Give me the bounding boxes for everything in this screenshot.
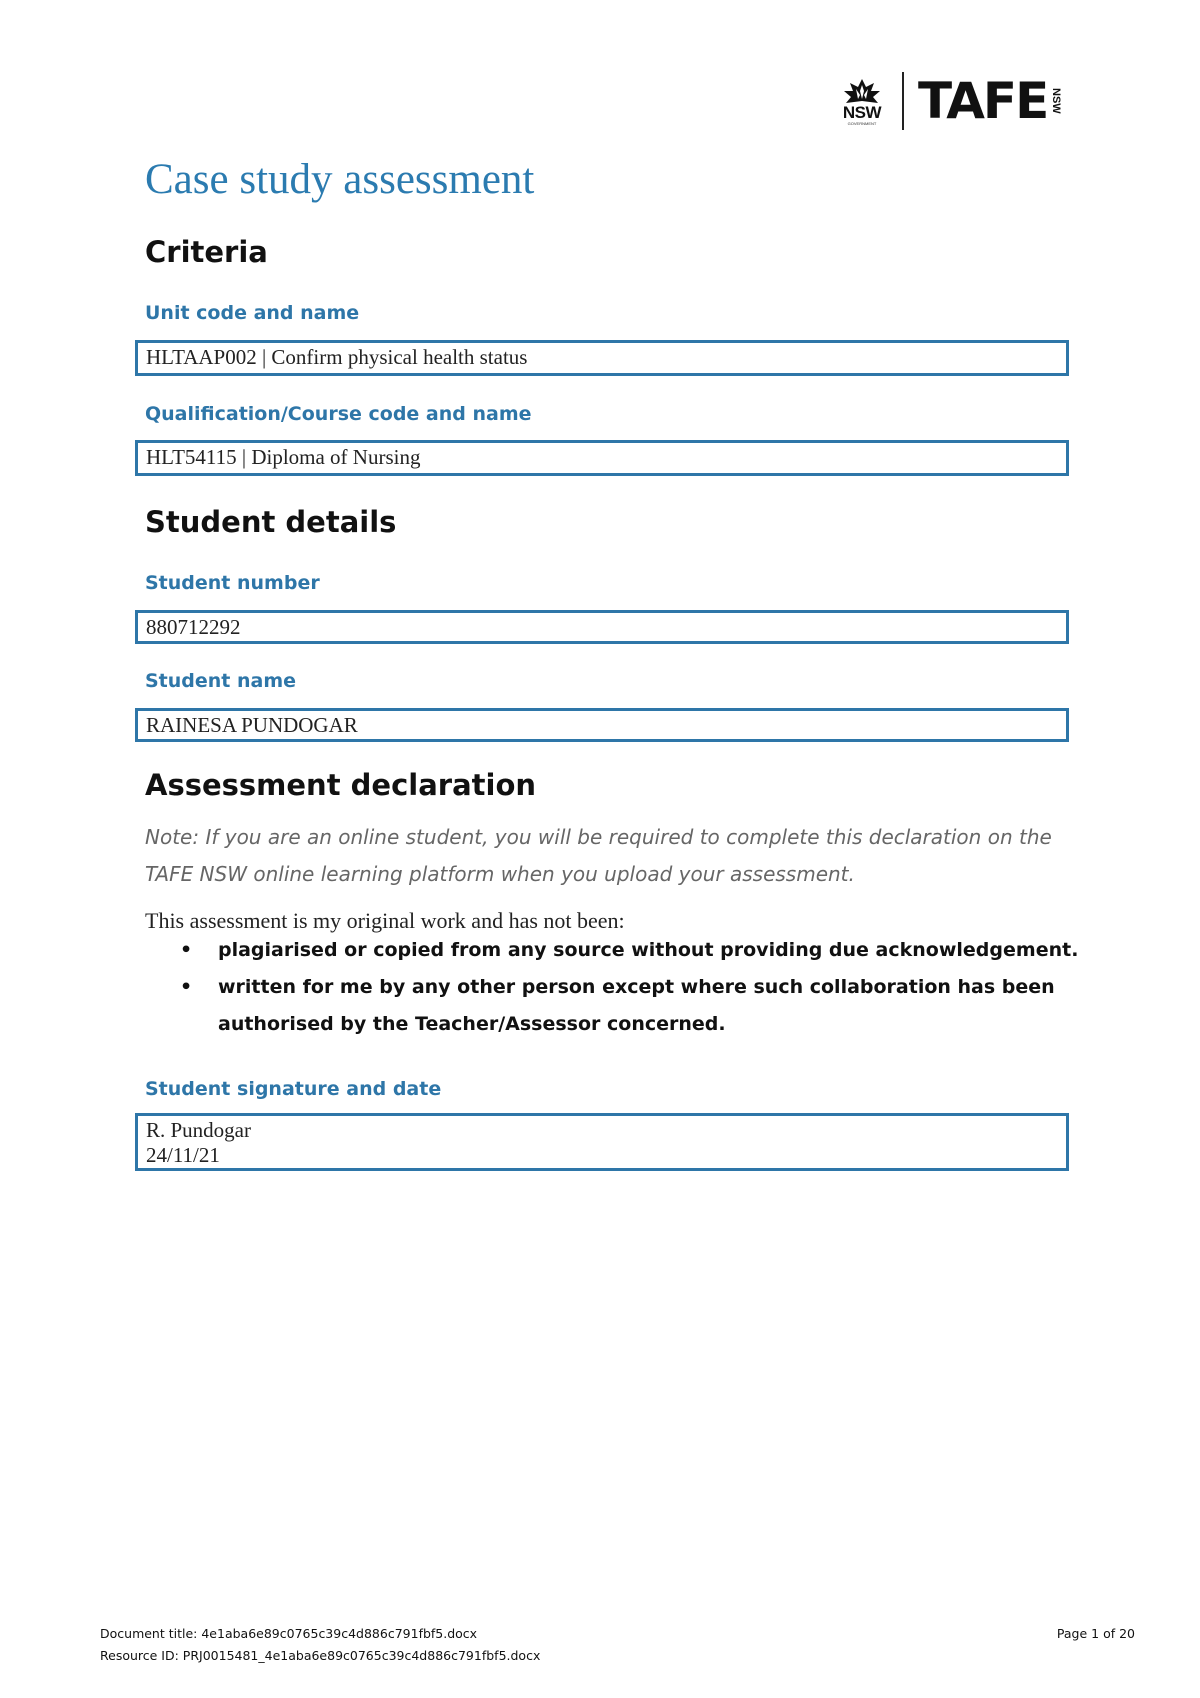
student-signature-field[interactable] — [135, 1113, 1069, 1171]
note-line-1: Note: If you are an online student, you will be required to complete this declaration on the — [145, 825, 1052, 849]
logo-divider — [902, 72, 904, 130]
nsw-government-logo — [832, 77, 892, 126]
nsw-logo-text: NSW — [842, 102, 882, 122]
student-name-label: Student name — [145, 670, 297, 692]
note-line-2: TAFE NSW online learning platform when you upload your assessment. — [145, 862, 855, 886]
student-signature-label: Student signature and date — [145, 1078, 442, 1100]
declaration-intro: This assessment is my original work and has not been: — [145, 908, 625, 933]
tafe-nsw-logo — [832, 70, 1092, 132]
unit-code-field[interactable] — [135, 340, 1069, 376]
footer-document-title: Document title: 4e1aba6e89c0765c39c4d886c791fbf5.docx — [100, 1626, 478, 1641]
student-details-heading: Student details — [145, 505, 397, 539]
page-title: Case study assessment — [145, 156, 535, 203]
declaration-item-text-continued: authorised by the Teacher/Assessor concerned. — [218, 1013, 726, 1035]
qualification-field[interactable] — [135, 440, 1069, 476]
tafe-logo-text: TAFE — [918, 72, 1048, 130]
student-name-field[interactable] — [135, 708, 1069, 742]
student-number-label: Student number — [145, 572, 320, 594]
student-number-field[interactable] — [135, 610, 1069, 644]
signature-date: 24/11/21 — [146, 1143, 220, 1167]
declaration-list — [145, 932, 1085, 1043]
declaration-item — [145, 932, 1085, 969]
footer-resource-id: Resource ID: PRJ0015481_4e1aba6e89c0765c39c4d886c791fbf5.docx — [100, 1648, 541, 1663]
bullet-icon: • — [180, 976, 193, 998]
student-number-value: 880712292 — [146, 615, 241, 639]
waratah-icon — [840, 77, 884, 105]
assessment-declaration-heading: Assessment declaration — [145, 768, 537, 802]
online-student-note — [145, 819, 1085, 893]
qualification-value: HLT54115 | Diploma of Nursing — [146, 445, 421, 469]
tafe-logo-nsw-text: NSW — [1050, 88, 1063, 114]
declaration-item-text: written for me by any other person except where such collaboration has been — [218, 976, 1055, 998]
signature-name: R. Pundogar — [146, 1118, 251, 1142]
qualification-label: Qualification/Course code and name — [145, 403, 532, 425]
declaration-item — [145, 969, 1085, 1043]
criteria-heading: Criteria — [145, 235, 268, 269]
declaration-item-text: plagiarised or copied from any source without providing due acknowledgement. — [218, 939, 1079, 961]
unit-code-value: HLTAAP002 | Confirm physical health status — [146, 345, 528, 369]
footer-page-number: Page 1 of 20 — [1056, 1626, 1135, 1641]
unit-code-label: Unit code and name — [145, 302, 360, 324]
nsw-logo-subtext: GOVERNMENT — [847, 120, 877, 126]
bullet-icon: • — [180, 939, 193, 961]
student-name-value: RAINESA PUNDOGAR — [146, 713, 358, 737]
